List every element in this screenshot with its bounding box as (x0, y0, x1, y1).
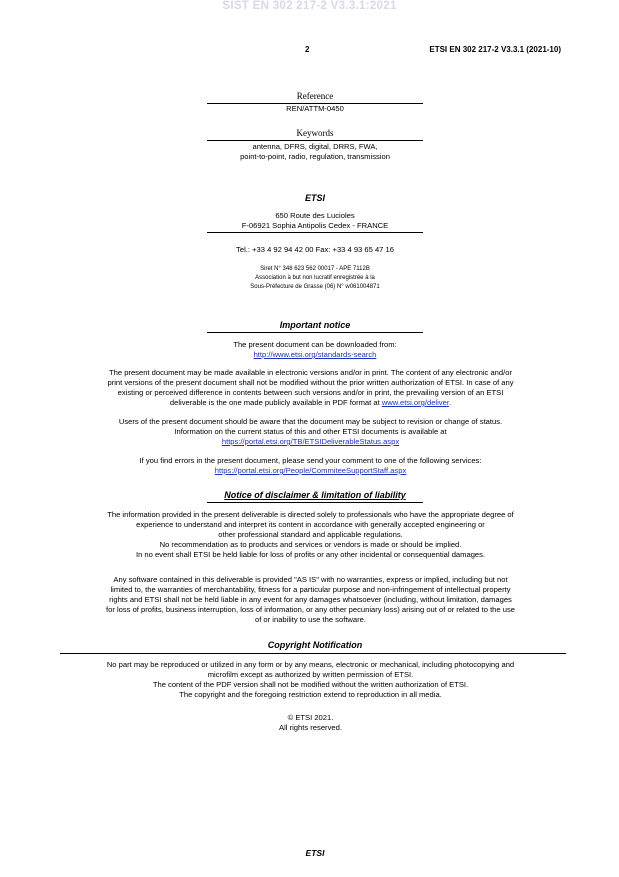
notice-paragraph-2 (55, 417, 566, 447)
notice-p1-line-1: The present document may be made available in electronic versions and/or in print. The content of any electronic and/or (109, 368, 512, 377)
disclaimer-p1-line-4: No recommendation as to products and services or vendors is made or should be implied. (159, 540, 462, 549)
notice-p1-line-4-end: . (448, 398, 452, 407)
watermark: SIST EN 302 217-2 V3.3.1:2021 (222, 0, 397, 12)
notice-p1-line-4-text: deliverable is the one made publicly available in PDF format at (169, 398, 382, 407)
download-link-wrap (150, 350, 480, 360)
deliverable-status-link[interactable]: https://portal.etsi.org/TB/ETSIDeliverableStatus.aspx (221, 437, 400, 446)
support-staff-link[interactable]: https://portal.etsi.org/People/CommiteeSupportStaff.aspx (214, 466, 407, 475)
notice-paragraph-3 (55, 456, 566, 476)
address-line-2: F-06921 Sophia Antipolis Cedex - FRANCE (241, 221, 389, 230)
siret-line-3: Sous-Préfecture de Grasse (06) N° w061004871 (250, 284, 380, 290)
download-text: The present document can be downloaded from: (233, 340, 397, 349)
notice-p2-line-1: Users of the present document should be aware that the document may be subject to revision or change of status. (118, 417, 503, 426)
etsi-name: ETSI (304, 193, 325, 203)
page-number: 2 (305, 45, 310, 54)
reference-value: REN/ATTM-0450 (286, 104, 344, 113)
notice-paragraph-1 (55, 368, 566, 408)
document-id: ETSI EN 302 217-2 V3.3.1 (2021-10) (429, 45, 561, 54)
keywords-line-1: antenna, DFRS, digital, DRRS, FWA, (252, 142, 378, 151)
notice-p1-line-4 (55, 398, 566, 408)
address-rule (207, 232, 423, 233)
notice-p2-link-wrap (55, 437, 566, 447)
copyright-line-3: The content of the PDF version shall not be modified without the written authorization of ETSI. (152, 680, 469, 689)
keywords-rule (207, 140, 423, 141)
all-rights-reserved: All rights reserved. (279, 723, 342, 732)
disclaimer-paragraph-1 (55, 510, 566, 560)
notice-p2-line-2: Information on the current status of this and other ETSI documents is available at (174, 427, 447, 436)
disclaimer-p2-line-4: for loss of profits, business interruption, loss of information, or any other pecuniary loss) arising out of or related to the use (105, 605, 515, 614)
disclaimer-p1-line-2: experience to understand and interpret its content in accordance with generally accepted engineering or (136, 520, 485, 529)
disclaimer-rule (207, 502, 423, 503)
disclaimer-p1-line-5: In no event shall ETSI be held liable for loss of profits or any other incidental or consequential damages. (135, 550, 486, 559)
notice-p1-line-2: print versions of the present document shall not be modified without the prior written authorization of ETSI. In case of any (107, 378, 514, 387)
notice-p1-line-3: existing or perceived difference in contents between such versions and/or in print, the prevailing version of an ETSI (117, 388, 504, 397)
standards-search-link[interactable]: http://www.etsi.org/standards-search (253, 350, 377, 359)
disclaimer-paragraph-2 (55, 575, 566, 625)
copyright-year-block (55, 713, 566, 733)
deliver-link[interactable]: www.etsi.org/deliver (381, 398, 449, 407)
disclaimer-title (180, 490, 450, 500)
reference-label: Reference (296, 91, 334, 101)
siret-line-2: Association à but non lucratif enregistrée à la (255, 275, 375, 281)
keywords-line-2: point-to-point, radio, regulation, transmission (240, 152, 390, 161)
copyright-paragraph (55, 660, 566, 700)
copyright-line-4: The copyright and the foregoing restriction extend to reproduction in all media. (179, 690, 442, 699)
keywords-label: Keywords (296, 128, 334, 138)
disclaimer-p2-line-1: Any software contained in this deliverable is provided "AS IS" with no warranties, express or implied, including but not (113, 575, 508, 584)
copyright-line-1: No part may be reproduced or utilized in any form or by any means, electronic or mechanical, including photocopying and (106, 660, 515, 669)
disclaimer-p1-line-1: The information provided in the present deliverable is directed solely to professionals who have the appropriate degree of (107, 510, 514, 519)
address-line-1: 650 Route des Lucioles (275, 211, 355, 220)
copyright-rule (60, 653, 566, 654)
footer-etsi: ETSI (305, 848, 325, 858)
notice-p3-link-wrap (55, 466, 566, 476)
disclaimer-p2-line-5: of or inability to use the software. (254, 615, 366, 624)
siret-line-1: Siret N° 348 623 562 00017 - APE 7112B (260, 266, 370, 272)
notice-p3-line-1: If you find errors in the present document, please send your comment to one of the following services: (139, 456, 482, 465)
disclaimer-p2-line-3: rights and ETSI shall not be held liable in any event for any damages whatsoever (including, without limitation, damages (109, 595, 512, 604)
copyright-title: Copyright Notification (267, 640, 363, 650)
phone-fax: Tel.: +33 4 92 94 42 00 Fax: +33 4 93 65 47 16 (236, 245, 394, 254)
disclaimer-title-text: Notice of disclaimer & limitation of liability (224, 490, 406, 500)
important-notice-title: Important notice (279, 320, 351, 330)
disclaimer-p1-line-3: other professional standard and applicable regulations. (218, 530, 403, 539)
copyright-year: © ETSI 2021. (287, 713, 334, 722)
important-notice-rule (207, 332, 423, 333)
copyright-line-2: microfilm except as authorized by written permission of ETSI. (207, 670, 414, 679)
disclaimer-p2-line-2: limited to, the warranties of merchantability, fitness for a particular purpose and non-infringement of intellectual property (110, 585, 511, 594)
